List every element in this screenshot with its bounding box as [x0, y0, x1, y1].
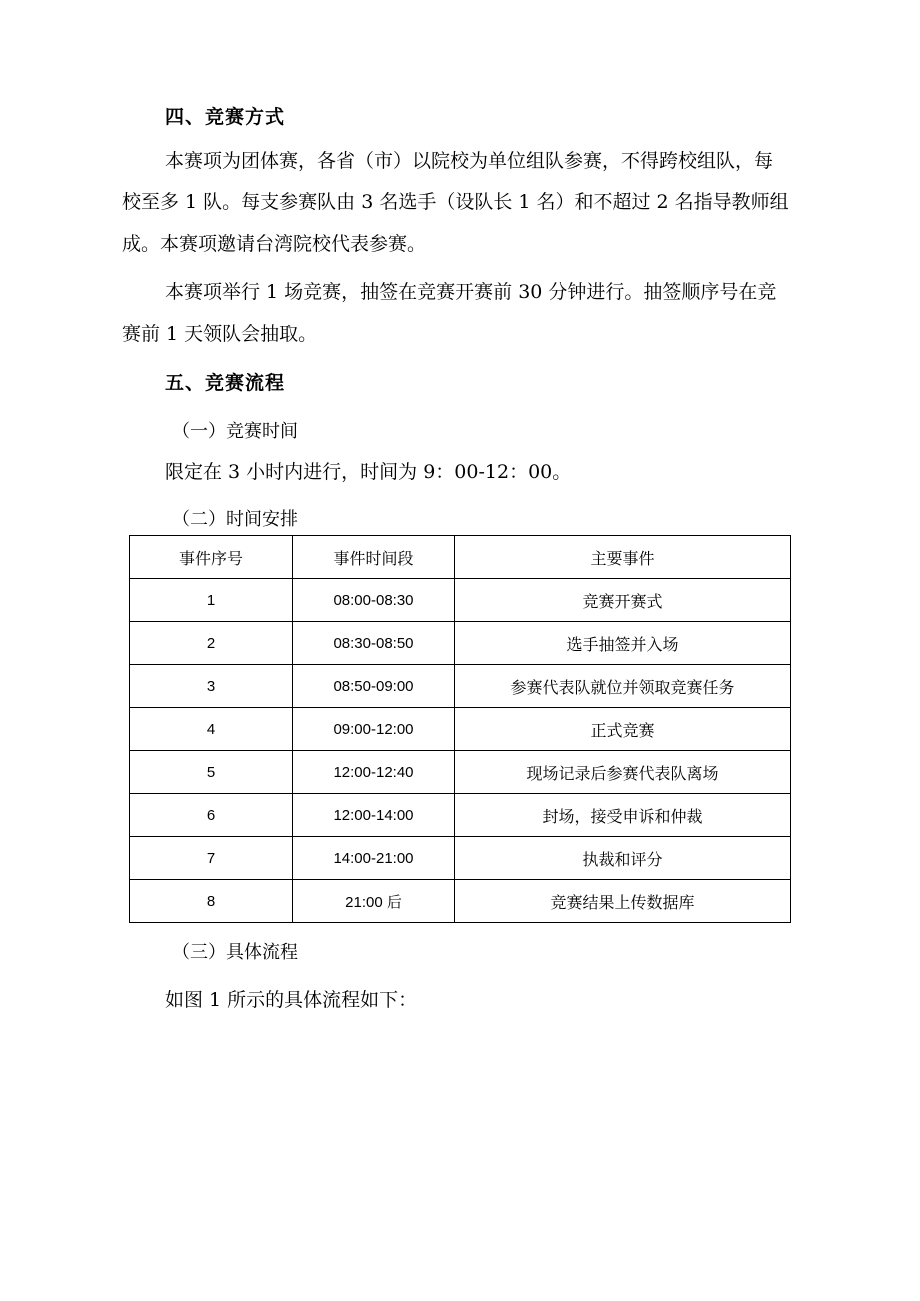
cell-time: 21:00 后	[293, 880, 455, 923]
cell-number: 3	[130, 665, 293, 708]
cell-number: 2	[130, 622, 293, 665]
table-row	[130, 837, 791, 880]
table-row	[130, 579, 791, 622]
cell-event: 参赛代表队就位并领取竞赛任务	[455, 665, 791, 708]
cell-number: 1	[130, 579, 293, 622]
subheading-competition-time: （一）竞赛时间	[172, 421, 298, 442]
cell-event: 选手抽签并入场	[455, 622, 791, 665]
section-heading-competition-process: 五、竞赛流程	[165, 372, 286, 394]
header-main-event: 主要事件	[455, 536, 791, 579]
cell-time: 12:00-12:40	[293, 751, 455, 794]
cell-number: 7	[130, 837, 293, 880]
cell-number: 8	[130, 880, 293, 923]
cell-time: 14:00-21:00	[293, 837, 455, 880]
detailed-process-text: 如图 1 所示的具体流程如下：	[165, 989, 418, 1011]
cell-event: 竞赛结果上传数据库	[455, 880, 791, 923]
cell-time: 08:30-08:50	[293, 622, 455, 665]
table-row	[130, 708, 791, 751]
paragraph-line: 本赛项为团体赛，各省（市）以院校为单位组队参赛，不得跨校组队，每	[165, 150, 774, 172]
cell-time: 12:00-14:00	[293, 794, 455, 837]
schedule-table	[129, 535, 791, 923]
paragraph-line: 校至多 1 队。每支参赛队由 3 名选手（设队长 1 名）和不超过 2 名指导教师组	[122, 191, 789, 213]
cell-event: 执裁和评分	[455, 837, 791, 880]
cell-time: 08:50-09:00	[293, 665, 455, 708]
subheading-schedule: （二）时间安排	[172, 509, 298, 530]
cell-event: 竞赛开赛式	[455, 579, 791, 622]
competition-time-text: 限定在 3 小时内进行，时间为 9：00-12：00。	[165, 461, 572, 483]
paragraph-line: 赛前 1 天领队会抽取。	[122, 323, 318, 345]
paragraph-line: 成。本赛项邀请台湾院校代表参赛。	[122, 233, 427, 255]
table-row	[130, 665, 791, 708]
cell-number: 6	[130, 794, 293, 837]
table-row	[130, 880, 791, 923]
header-event-time: 事件时间段	[293, 536, 455, 579]
cell-time: 08:00-08:30	[293, 579, 455, 622]
cell-event: 现场记录后参赛代表队离场	[455, 751, 791, 794]
cell-event: 正式竞赛	[455, 708, 791, 751]
cell-number: 5	[130, 751, 293, 794]
cell-event: 封场，接受申诉和仲裁	[455, 794, 791, 837]
paragraph-line: 本赛项举行 1 场竞赛，抽签在竞赛开赛前 30 分钟进行。抽签顺序号在竞	[165, 281, 777, 303]
header-event-number: 事件序号	[130, 536, 293, 579]
cell-number: 4	[130, 708, 293, 751]
section-heading-competition-format: 四、竞赛方式	[165, 106, 286, 128]
cell-time: 09:00-12:00	[293, 708, 455, 751]
table-row	[130, 794, 791, 837]
subheading-detailed-process: （三）具体流程	[172, 942, 298, 963]
table-header-row	[130, 536, 791, 579]
table-row	[130, 751, 791, 794]
table-row	[130, 622, 791, 665]
